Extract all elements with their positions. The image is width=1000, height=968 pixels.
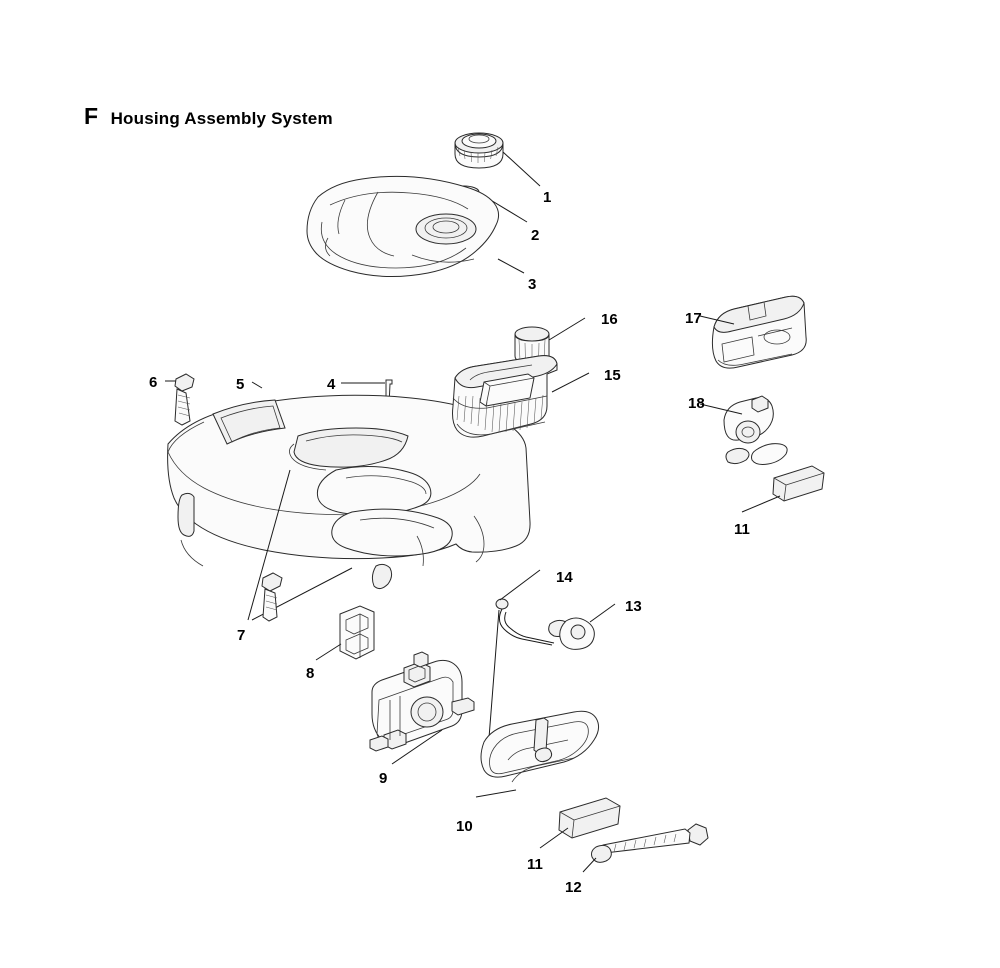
callout-11-upper: 11 (734, 521, 750, 538)
part-rod (333, 380, 392, 428)
section-title: Housing Assembly System (110, 109, 333, 128)
part-engine-housing-cover (168, 382, 530, 620)
callout-2: 2 (531, 227, 540, 244)
part-carburetor (370, 652, 474, 764)
part-air-filter-cover (700, 296, 806, 368)
callout-1: 1 (543, 189, 552, 206)
part-bracket-clip (316, 606, 374, 660)
part-fuel-cap (455, 133, 540, 186)
callout-14: 14 (556, 569, 573, 586)
part-screw-upper (165, 374, 194, 425)
callout-18: 18 (688, 395, 705, 412)
part-choke-knob (560, 604, 615, 649)
part-screw-lower (262, 573, 282, 621)
callout-5: 5 (236, 376, 245, 393)
part-spacer-block-lower (540, 798, 620, 848)
callout-7: 7 (237, 627, 246, 644)
part-filter-knob (515, 318, 585, 364)
part-long-screw (583, 824, 708, 872)
callout-3: 3 (528, 276, 537, 293)
callout-13: 13 (625, 598, 642, 615)
part-spacer-block-upper (742, 466, 824, 512)
callout-15: 15 (604, 367, 621, 384)
callout-10: 10 (456, 818, 473, 835)
callout-6: 6 (149, 374, 158, 391)
callout-12: 12 (565, 879, 582, 896)
callout-16: 16 (601, 311, 618, 328)
part-air-filter-element (453, 356, 590, 437)
part-fuel-tank (307, 176, 524, 276)
callout-8: 8 (306, 665, 315, 682)
callout-4: 4 (327, 376, 336, 393)
callout-11-lower: 11 (527, 856, 543, 873)
part-throttle-link-rod (489, 570, 570, 738)
section-letter: F (84, 103, 99, 129)
part-fuel-cap-gasket (449, 186, 527, 222)
callout-17: 17 (685, 310, 702, 327)
callout-9: 9 (379, 770, 388, 787)
part-air-filter-base (476, 711, 599, 797)
part-choke-lever-assembly (700, 396, 787, 465)
diagram-title (84, 103, 333, 130)
